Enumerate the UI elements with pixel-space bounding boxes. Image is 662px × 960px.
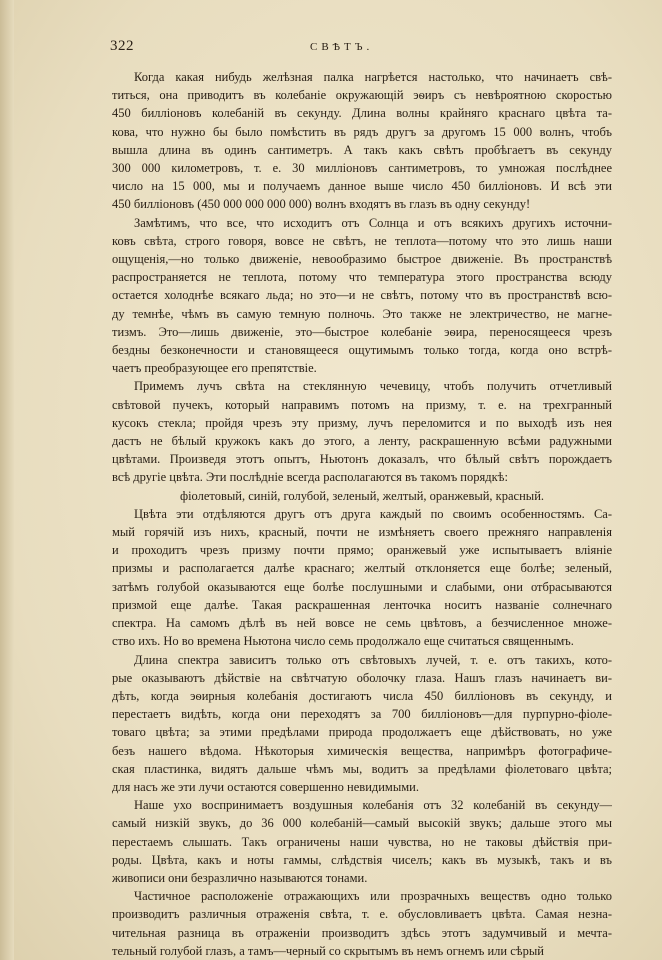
paragraph <box>112 887 612 960</box>
text-line: 450 билліоновъ колебаній въ секунду. Длина волны крайняго краснаго цвѣта та- <box>112 106 612 121</box>
text-line: производитъ различныя отраженія свѣта, т. е. обусловливаетъ цвѣта. Самая незна- <box>112 907 612 922</box>
text-line: товаго цвѣта; за этими предѣлами природа продолжаетъ еще дѣйствовать, но уже <box>112 725 612 740</box>
text-line: дѣть, когда эѳирныя колебанія достигаютъ числа 450 билліоновъ въ секунду, и <box>112 688 612 703</box>
text-line: Частичное расположеніе отражающихъ или прозрачныхъ веществъ одно только <box>134 889 612 904</box>
text-line: перестаемъ слышать. Такъ ограничены наши чувства, но не таковы дѣйствія при- <box>112 834 612 849</box>
paragraph <box>112 214 612 378</box>
text-line: ду темнѣе, чѣмъ въ самую темную полночь. Это также не электричество, не магне- <box>112 306 612 321</box>
text-line: ская пластинка, видятъ дальше чѣмъ мы, водитъ за предѣлами фіолетоваго цвѣта; <box>112 761 612 776</box>
text-line: титься, она приводитъ въ колебаніе окружающій эѳиръ съ невѣроятною скоростью <box>112 88 612 103</box>
paragraph <box>112 505 612 651</box>
text-line: Длина спектра зависитъ только отъ свѣтовыхъ лучей, т. е. отъ такихъ, кото- <box>134 652 612 667</box>
page-binding-shadow <box>0 0 14 960</box>
text-line: для насъ же эти лучи остаются совершенно невидимыми. <box>112 779 419 794</box>
running-title: СВѢТЪ. <box>310 41 374 53</box>
body-text <box>112 68 612 960</box>
text-line: тельный голубой глазъ, а тамъ—черный со скрытымъ въ немъ огнемъ или сѣрый <box>112 943 544 958</box>
page-header <box>110 38 610 58</box>
text-line: чительная разница въ отраженіи производитъ здѣсь этотъ задумчивый и мечта- <box>112 925 612 940</box>
text-line: бездны безконечности и становящееся ощутимымъ только тогда, когда оно встрѣ- <box>112 343 612 358</box>
text-line: Когда какая нибудь желѣзная палка нагрѣется настолько, что начинаетъ свѣ- <box>134 70 612 84</box>
text-line: перестаетъ видѣть, когда они переходятъ за 700 билліоновъ—для пурпурно-фіоле- <box>112 707 612 722</box>
text-line: число на 15 000, мы и получаемъ данное выше число 450 билліоновъ. И всѣ эти <box>112 179 612 194</box>
text-line: чаетъ преобразующее его препятствіе. <box>112 361 317 376</box>
text-line: призмы и располагается далѣе краснаго; желтый отклоняется еще болѣе; зеленый, <box>112 561 612 576</box>
text-line: рые оказываютъ дѣйствіе на свѣтчатую оболочку глаза. Нашъ глазъ начинаетъ ви- <box>112 670 612 685</box>
text-line: и проходитъ чрезъ призму почти прямо; оранжевый уже испытываетъ вліяніе <box>112 543 612 558</box>
page-number: 322 <box>110 38 134 54</box>
text-line: цвѣтами. Произведя этотъ опытъ, Ньютонъ доказалъ, что бѣлый свѣтъ порождаетъ <box>112 452 612 467</box>
text-line: кусокъ стекла; пройдя чрезъ эту призму, лучъ переломится и по выходѣ изъ нея <box>112 415 612 430</box>
text-line: живописи они безразлично называются тонами. <box>112 870 368 885</box>
text-line: распространяется не теплота, потому что температура этого пространства всюду <box>112 270 612 285</box>
text-line: кова, что нужно бы было помѣстить въ рядъ другъ за другомъ 15 000 волнъ, чтобъ <box>112 124 612 139</box>
text-line: всѣ другіе цвѣта. Эти послѣдніе всегда располагаются въ такомъ порядкѣ: <box>112 470 508 485</box>
text-line: свѣтовой пучекъ, который направимъ потомъ на призму, т. е. на трехгранный <box>112 397 612 412</box>
color-sequence-line: фіолетовый, синій, голубой, зеленый, желтый, оранжевый, красный. <box>179 488 545 503</box>
text-line: безъ нашего вѣдома. Нѣкоторыя химическія вещества, напримѣръ фотографиче- <box>112 743 612 758</box>
text-line: призмой еще далѣе. Такая раскрашенная ленточка носитъ названіе солнечнаго <box>112 597 612 612</box>
text-line: ковъ свѣта, строго говоря, вовсе не свѣтъ, не теплота—потому что это лишь наши <box>112 233 612 248</box>
text-line: затѣмъ голубой оказываются еще болѣе послушными и слабыми, они отбрасываются <box>112 579 612 594</box>
text-line: роды. Цвѣта, какъ и ноты гаммы, слѣдствія чиселъ; какъ въ музыкѣ, такъ и въ <box>112 852 612 867</box>
text-line: остается холоднѣе всякаго льда; но это—и не свѣтъ, потому что въ пространствѣ всю- <box>112 288 612 303</box>
paragraph <box>112 651 612 797</box>
text-line: дастъ не бѣлый кружокъ какъ до этого, а ленту, раскрашенную всѣми радужными <box>112 434 612 449</box>
text-line: 450 билліоновъ (450 000 000 000 000) волнъ входятъ въ глазъ въ одну секунду! <box>112 197 531 212</box>
paragraph <box>112 68 612 214</box>
text-line: вышла длина въ одинъ сантиметръ. А такъ какъ свѣтъ пробѣгаетъ въ секунду <box>112 142 612 157</box>
text-line: тизмъ. Это—лишь движеніе, это—быстрое колебаніе эѳира, переносящееся чрезъ <box>112 324 612 339</box>
text-line: ощущенія,—но только движеніе, невообразимо быстрое движеніе. Въ пространствѣ <box>112 252 612 267</box>
text-line: Замѣтимъ, что все, что исходитъ отъ Солнца и отъ всякихъ другихъ источни- <box>134 215 612 230</box>
text-line: Цвѣта эти отдѣляются другъ отъ друга каждый по своимъ особенностямъ. Са- <box>134 506 612 521</box>
text-line: самый низкій звукъ, до 36 000 колебаній—самый высокій звукъ; дальше этого мы <box>112 816 612 831</box>
text-line: ство ихъ. Но во времена Ньютона число семь продолжало еще считаться священнымъ. <box>112 634 574 649</box>
paragraph <box>112 796 612 887</box>
text-line: Наше ухо воспринимаетъ воздушныя колебанія отъ 32 колебаній въ секунду— <box>134 798 612 813</box>
paragraph <box>112 377 612 486</box>
text-line: Примемъ лучъ свѣта на стеклянную чечевицу, чтобъ получить отчетливый <box>134 379 612 394</box>
text-line: спектра. На самомъ дѣлѣ въ ней вовсе не семь цвѣтовъ, а безчисленное множе- <box>112 616 612 631</box>
text-line: мый горячій изъ нихъ, красный, почти не измѣняетъ своего прежняго направленія <box>112 525 612 540</box>
text-line: 300 000 километровъ, т. е. 30 милліоновъ сантиметровъ, то умножая послѣднее <box>112 161 612 176</box>
